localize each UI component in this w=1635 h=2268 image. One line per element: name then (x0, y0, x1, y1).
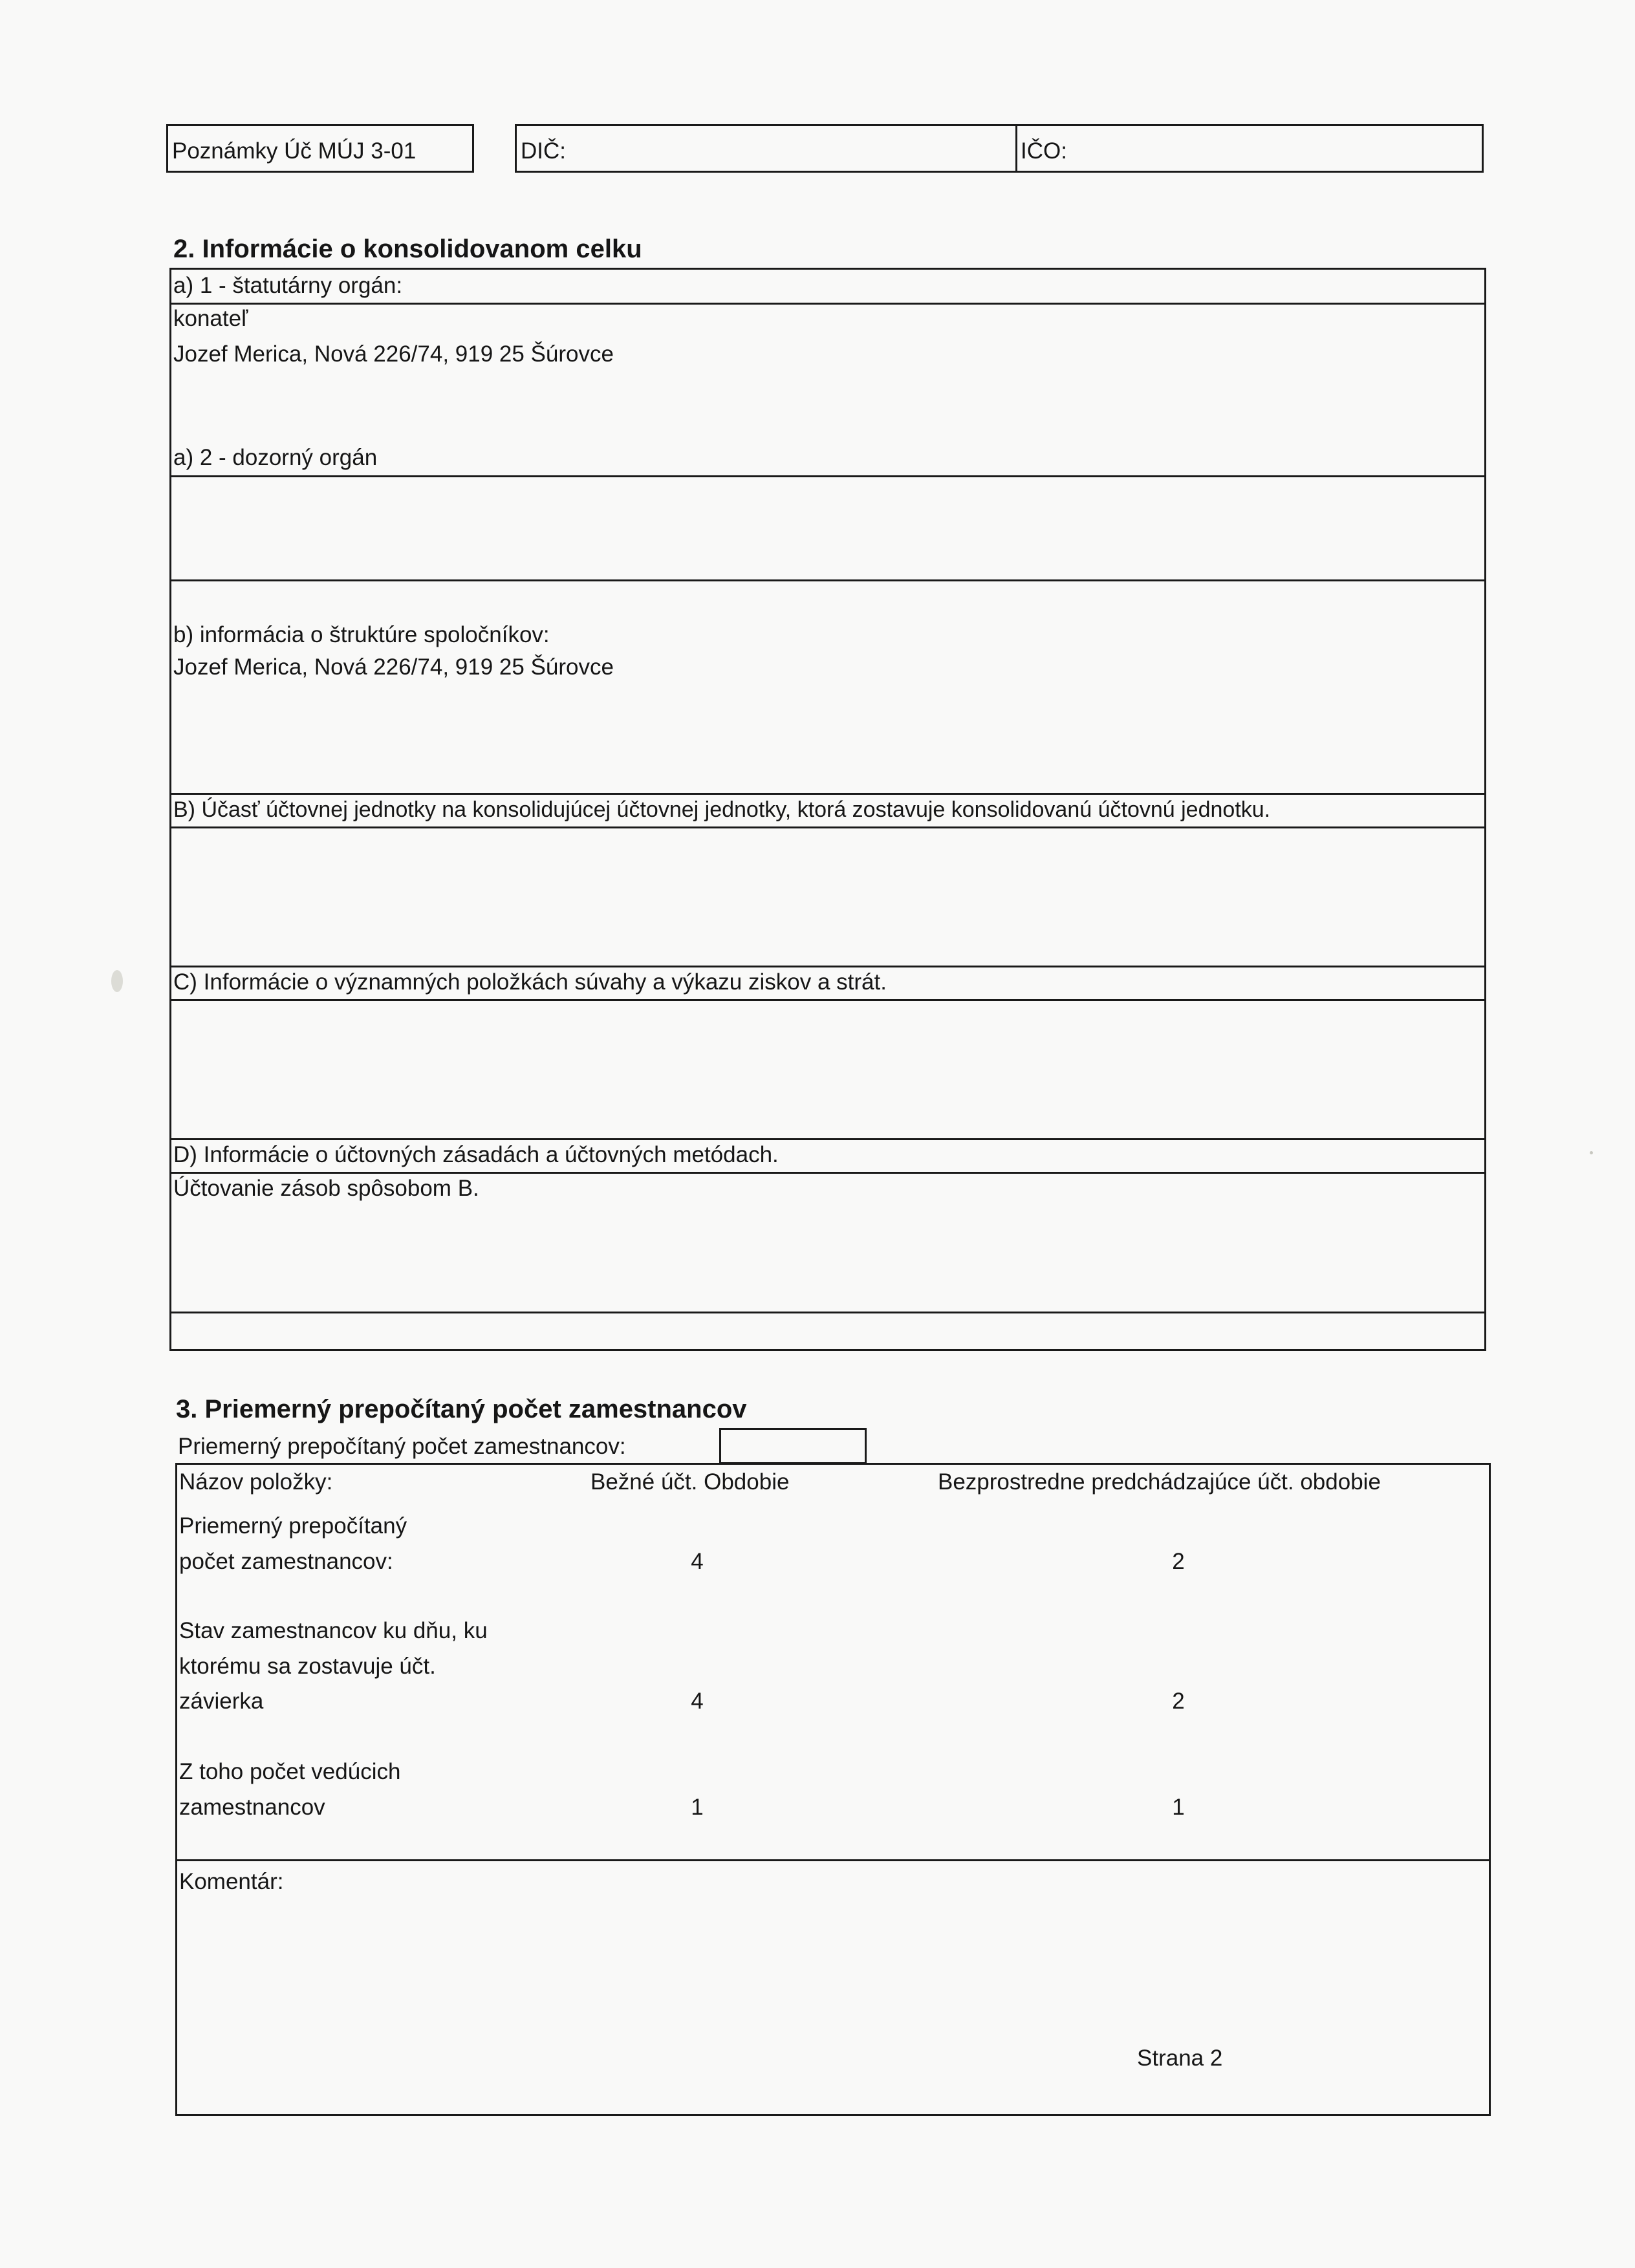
row-avg-previous: 2 (1172, 1549, 1185, 1574)
divider (169, 966, 1486, 967)
row-state-current: 4 (691, 1689, 704, 1714)
row-state-line2: ktorému sa zostavuje účt. (179, 1654, 436, 1679)
row-state-line3: závierka (179, 1689, 264, 1714)
divider (169, 999, 1486, 1001)
statutory-label: a) 1 - štatutárny orgán: (173, 273, 403, 298)
row-avg-line1: Priemerný prepočítaný (179, 1513, 407, 1539)
divider (175, 1859, 1491, 1861)
balance-label: C) Informácie o významných položkách súvahy a výkazu ziskov a strát. (173, 969, 887, 995)
partners-person: Jozef Merica, Nová 226/74, 919 25 Šúrovce (173, 654, 614, 680)
avg-label: Priemerný prepočítaný počet zamestnancov: (178, 1434, 626, 1459)
row-managers-current: 1 (691, 1795, 704, 1820)
col-name-header: Názov položky: (179, 1469, 333, 1495)
tax-id-box (515, 124, 1484, 173)
col-current-header: Bežné účt. Obdobie (590, 1469, 790, 1495)
section3-heading: 3. Priemerný prepočítaný počet zamestnancov (176, 1395, 747, 1423)
row-managers-line2: zamestnancov (179, 1795, 325, 1820)
form-label: Poznámky Úč MÚJ 3-01 (172, 138, 417, 164)
ico-label: IČO: (1021, 138, 1067, 164)
policies-label: D) Informácie o účtovných zásadách a účtovných metódach. (173, 1142, 779, 1167)
comment-label: Komentár: (179, 1869, 284, 1894)
row-avg-line2: počet zamestnancov: (179, 1549, 393, 1574)
row-managers-previous: 1 (1172, 1795, 1185, 1820)
divider (169, 579, 1486, 581)
divider (169, 1312, 1486, 1313)
row-state-previous: 2 (1172, 1689, 1185, 1714)
avg-value-box (719, 1428, 867, 1464)
row-state-line1: Stav zamestnancov ku dňu, ku (179, 1618, 488, 1643)
statutory-person: Jozef Merica, Nová 226/74, 919 25 Šúrovce (173, 341, 614, 367)
divider (169, 1138, 1486, 1140)
divider (169, 826, 1486, 828)
scan-speck (1590, 1151, 1593, 1154)
row-managers-line1: Z toho počet vedúcich (179, 1759, 401, 1784)
policies-text: Účtovanie zásob spôsobom B. (173, 1176, 479, 1201)
divider (169, 475, 1486, 477)
divider (169, 793, 1486, 795)
page-number: Strana 2 (1137, 2046, 1223, 2071)
section2-heading: 2. Informácie o konsolidovanom celku (173, 235, 642, 263)
supervisory-label: a) 2 - dozorný orgán (173, 445, 378, 470)
col-previous-header: Bezprostredne predchádzajúce účt. obdobie (938, 1469, 1381, 1495)
row-avg-current: 4 (691, 1549, 704, 1574)
participation-label: B) Účasť účtovnej jednotky na konsolidujúcej účtovnej jednotky, ktorá zostavuje konsolidovanú účtovnú jednotku. (173, 797, 1271, 822)
divider (169, 1172, 1486, 1174)
dic-label: DIČ: (521, 138, 566, 164)
scan-speck (111, 970, 123, 992)
partners-label: b) informácia o štruktúre spoločníkov: (173, 622, 550, 647)
statutory-role: konateľ (173, 306, 248, 331)
tax-id-divider (1015, 124, 1017, 173)
divider (169, 303, 1486, 305)
